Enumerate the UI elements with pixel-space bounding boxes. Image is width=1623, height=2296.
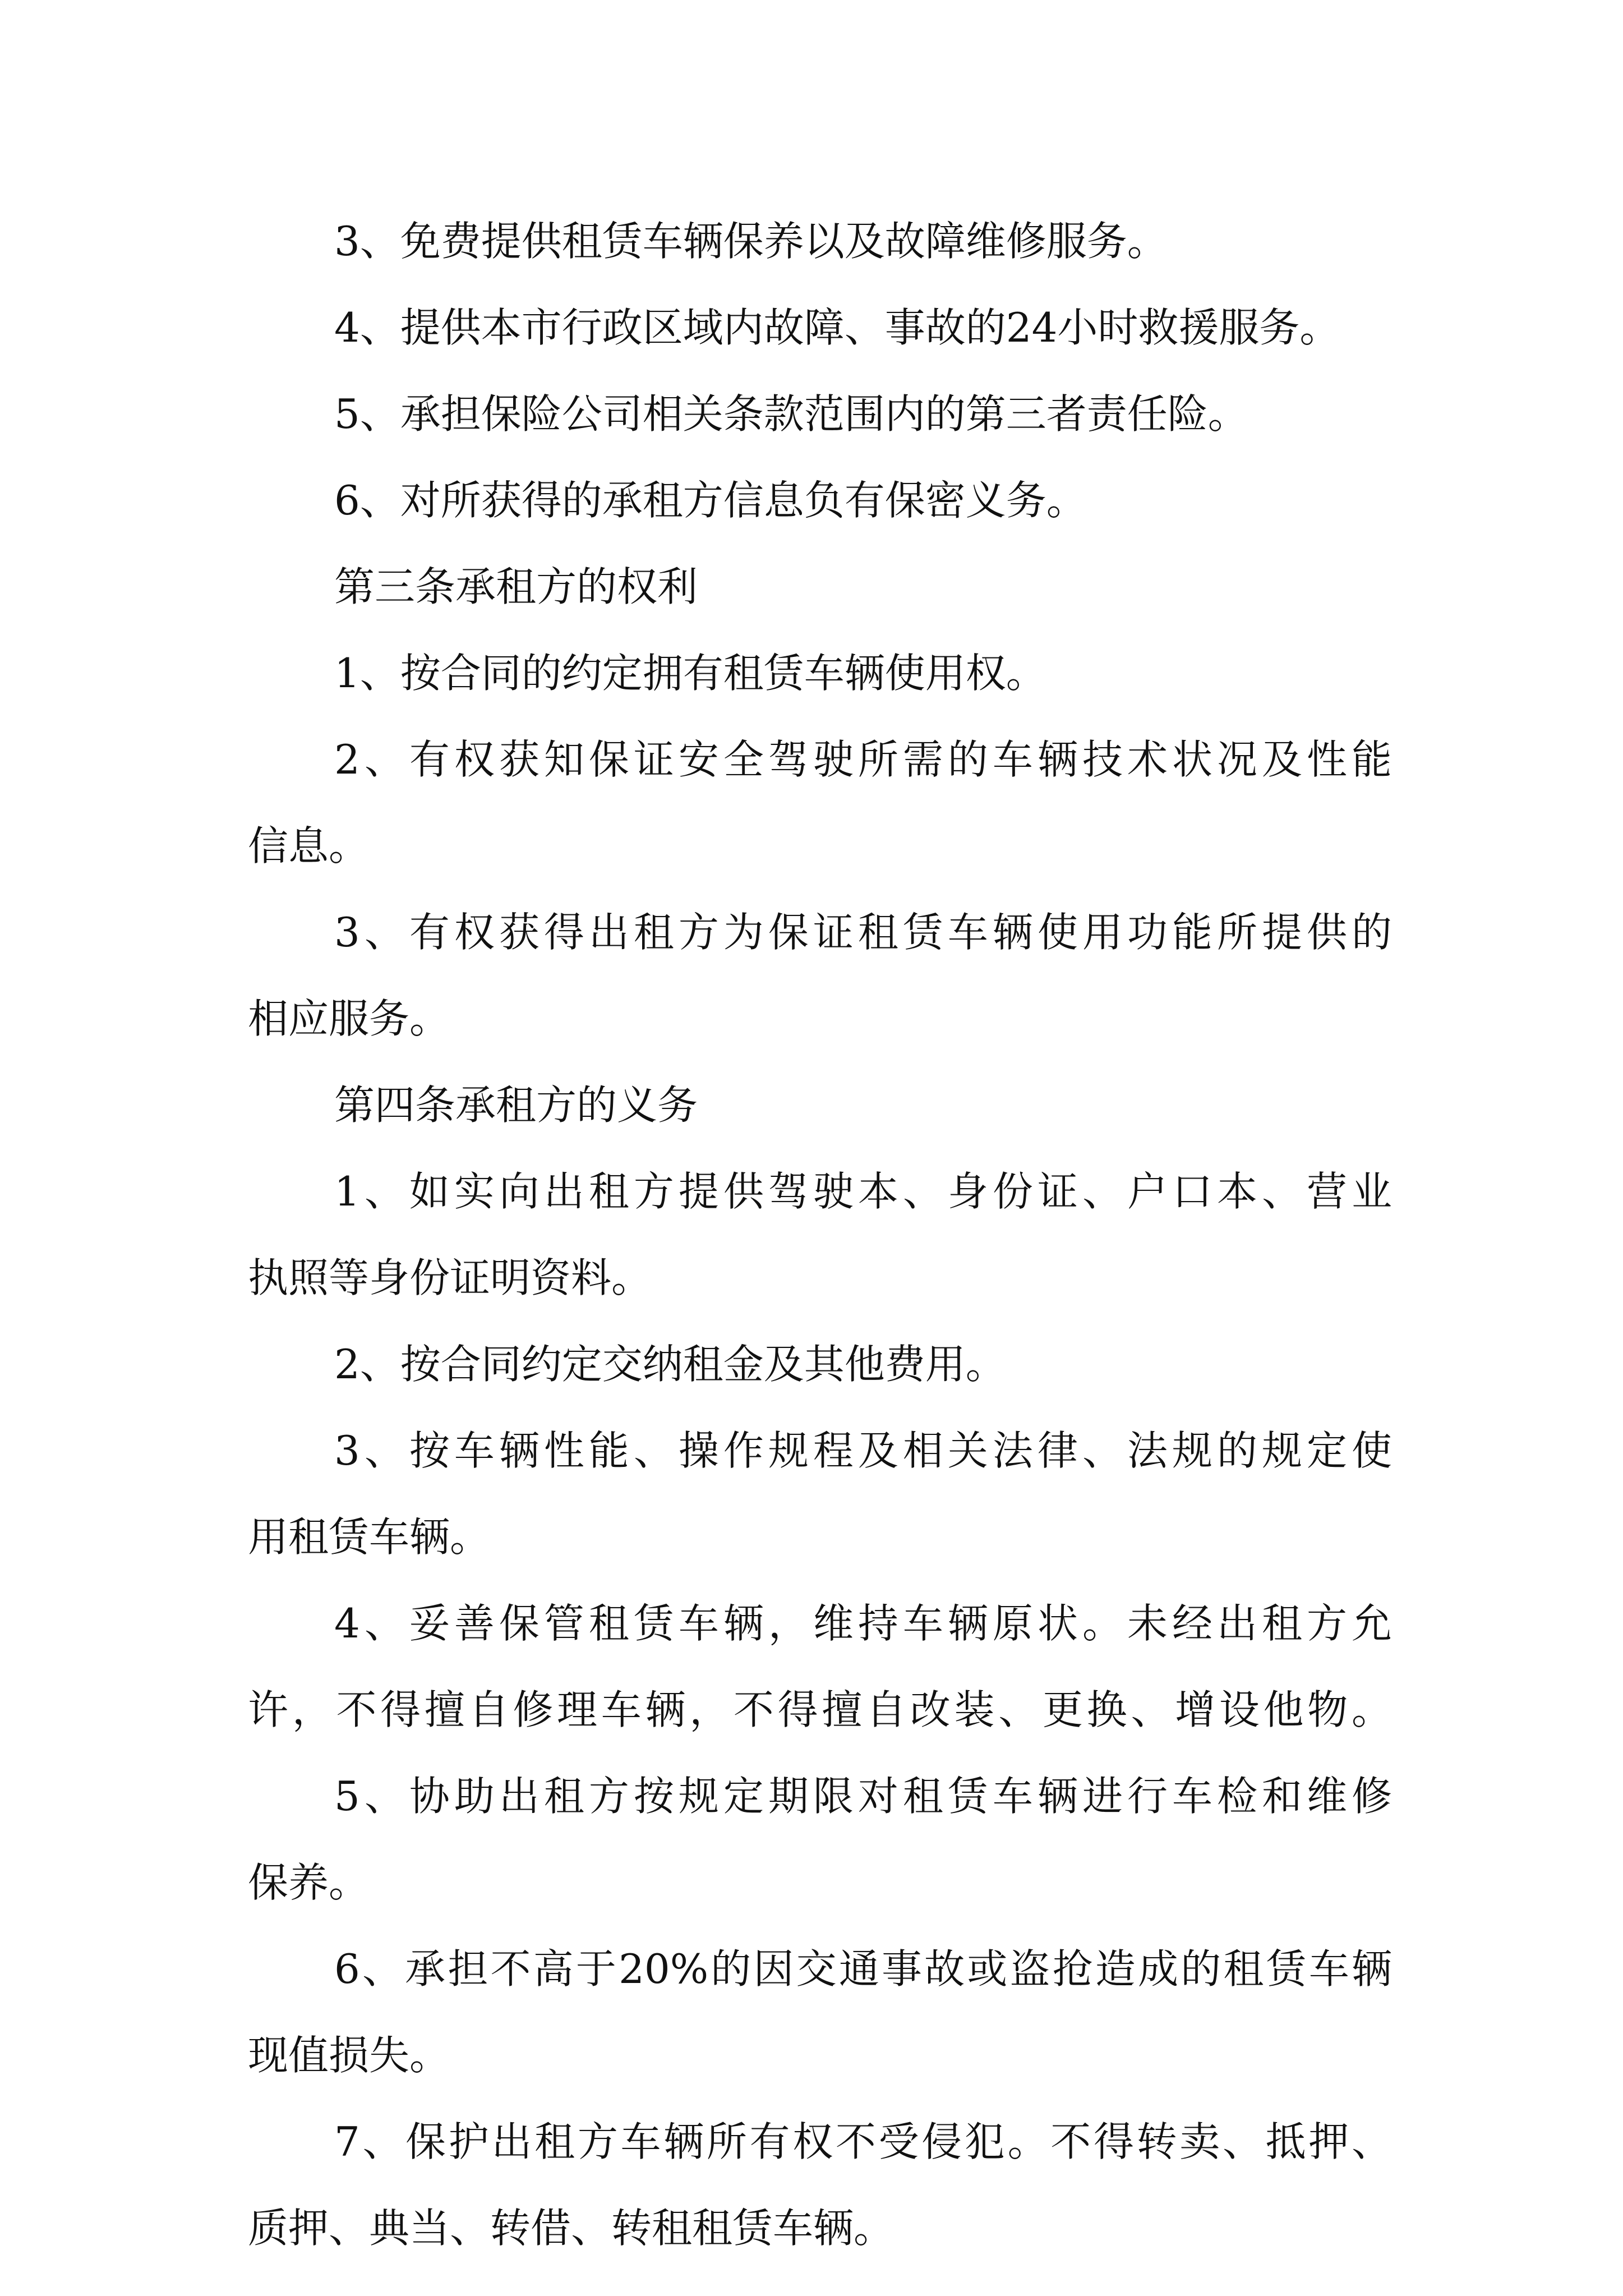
text-line: 许，不得擅自修理车辆，不得擅自改装、更换、增设他物。 bbox=[248, 1686, 1392, 1733]
text-line: 2、按合同约定交纳租金及其他费用。 bbox=[334, 1341, 1006, 1388]
text-line: 用租赁车辆。 bbox=[248, 1513, 491, 1561]
text-line: 1、按合同的约定拥有租赁车辆使用权。 bbox=[334, 650, 1046, 697]
text-line: 6、承担不高于20%的因交通事故或盗抢造成的租赁车辆 bbox=[334, 1945, 1392, 1993]
text-line: 4、提供本市行政区域内故障、事故的24小时救援服务。 bbox=[334, 304, 1340, 351]
text-line: 保养。 bbox=[248, 1859, 370, 1906]
text-line: 相应服务。 bbox=[248, 995, 450, 1042]
text-line: 2、有权获知保证安全驾驶所需的车辆技术状况及性能 bbox=[334, 736, 1392, 783]
text-line: 3、有权获得出租方为保证租赁车辆使用功能所提供的 bbox=[334, 909, 1392, 956]
text-line: 3、免费提供租赁车辆保养以及故障维修服务。 bbox=[334, 218, 1168, 265]
section-heading: 第四条承租方的义务 bbox=[334, 1082, 698, 1129]
section-heading: 第三条承租方的权利 bbox=[334, 563, 698, 610]
text-line: 信息。 bbox=[248, 822, 370, 869]
text-line: 5、承担保险公司相关条款范围内的第三者责任险。 bbox=[334, 390, 1248, 438]
text-line: 执照等身份证明资料。 bbox=[248, 1254, 652, 1301]
text-line: 现值损失。 bbox=[248, 2032, 450, 2079]
text-line: 5、协助出租方按规定期限对租赁车辆进行车检和维修 bbox=[334, 1773, 1392, 1820]
text-line: 7、保护出租方车辆所有权不受侵犯。不得转卖、抵押、 bbox=[334, 2118, 1392, 2165]
text-line: 1、如实向出租方提供驾驶本、身份证、户口本、营业 bbox=[334, 1168, 1392, 1215]
text-line: 质押、典当、转借、转租租赁车辆。 bbox=[248, 2205, 895, 2252]
text-line: 4、妥善保管租赁车辆，维持车辆原状。未经出租方允 bbox=[334, 1600, 1392, 1647]
text-line: 3、按车辆性能、操作规程及相关法律、法规的规定使 bbox=[334, 1427, 1392, 1474]
text-line: 6、对所获得的承租方信息负有保密义务。 bbox=[334, 477, 1087, 524]
